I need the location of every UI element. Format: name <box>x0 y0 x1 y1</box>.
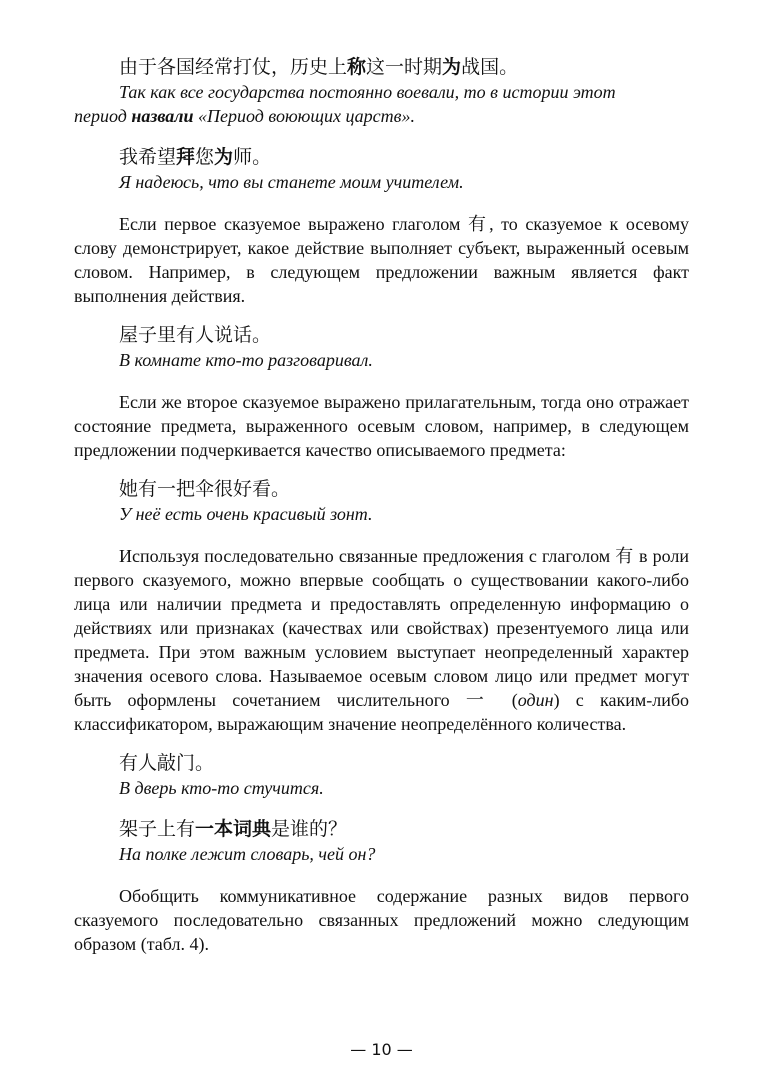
example-2-chinese: 我希望拜您为师。 <box>119 147 272 168</box>
example-1-chinese: 由于各国经常打仗，历史上称这一时期为战国。 <box>119 57 519 78</box>
example-1-translation-line1: Так как все государства постоянно воевали, то в истории этот <box>119 82 616 102</box>
paragraph-2: Если же второе сказуемое выражено прилагательным, тогда оно отражает состояние предмета, выраженного осевым словом, например, в следующем предложении подчеркивается качество описываемого предмета: <box>74 392 689 460</box>
page-content <box>74 56 689 972</box>
example-6-chinese: 架子上有一本词典是谁的？ <box>119 819 348 840</box>
example-4 <box>74 478 689 526</box>
example-1-translation-line2: период назвали «Период воюющих царств». <box>74 106 415 126</box>
example-3-translation: В комнате кто-то разговаривал. <box>119 350 373 370</box>
example-2 <box>74 146 689 194</box>
example-5-chinese: 有人敲门。 <box>119 753 215 774</box>
example-4-translation: У неё есть очень красивый зонт. <box>119 504 373 524</box>
example-3-chinese: 屋子里有人说话。 <box>119 325 272 346</box>
example-4-chinese: 她有一把伞很好看。 <box>119 479 291 500</box>
example-3 <box>74 324 689 372</box>
example-5-translation: В дверь кто-то стучится. <box>119 778 324 798</box>
paragraph-1: Если первое сказуемое выражено глаголом 有, то сказуемое к осевому слову демонстрирует, какое действие выполняет субъект, выраженный осевым словом. Например, в следующем предложении важным является факт выполнения действия. <box>74 214 689 306</box>
example-1 <box>74 56 689 104</box>
example-2-translation: Я надеюсь, что вы станете моим учителем. <box>119 172 464 192</box>
example-6 <box>74 818 689 866</box>
paragraph-3: Используя последовательно связанные предложения с глаголом 有 в роли первого сказуемого, можно впервые сообщать о существовании какого-либо лица или наличии предмета и предоставлять определенную информацию о действиях или признаках (качествах или свойствах) презентуемого лица или предмета. При этом важным условием выступает неопределенный характер значения осевого слова. Называемое осевым словом лицо или предмет могут быть оформлены сочетанием числительного 一 (один) с каким-либо классификатором, выражающим значение неопределённого количества. <box>74 546 690 734</box>
paragraph-4: Обобщить коммуникативное содержание разных видов первого сказуемого последовательно связанных предложений можно следующим образом (табл. 4). <box>74 886 689 954</box>
example-5 <box>74 752 689 800</box>
page-number: — 10 — <box>350 1040 413 1059</box>
example-6-translation: На полке лежит словарь, чей он? <box>119 844 376 864</box>
